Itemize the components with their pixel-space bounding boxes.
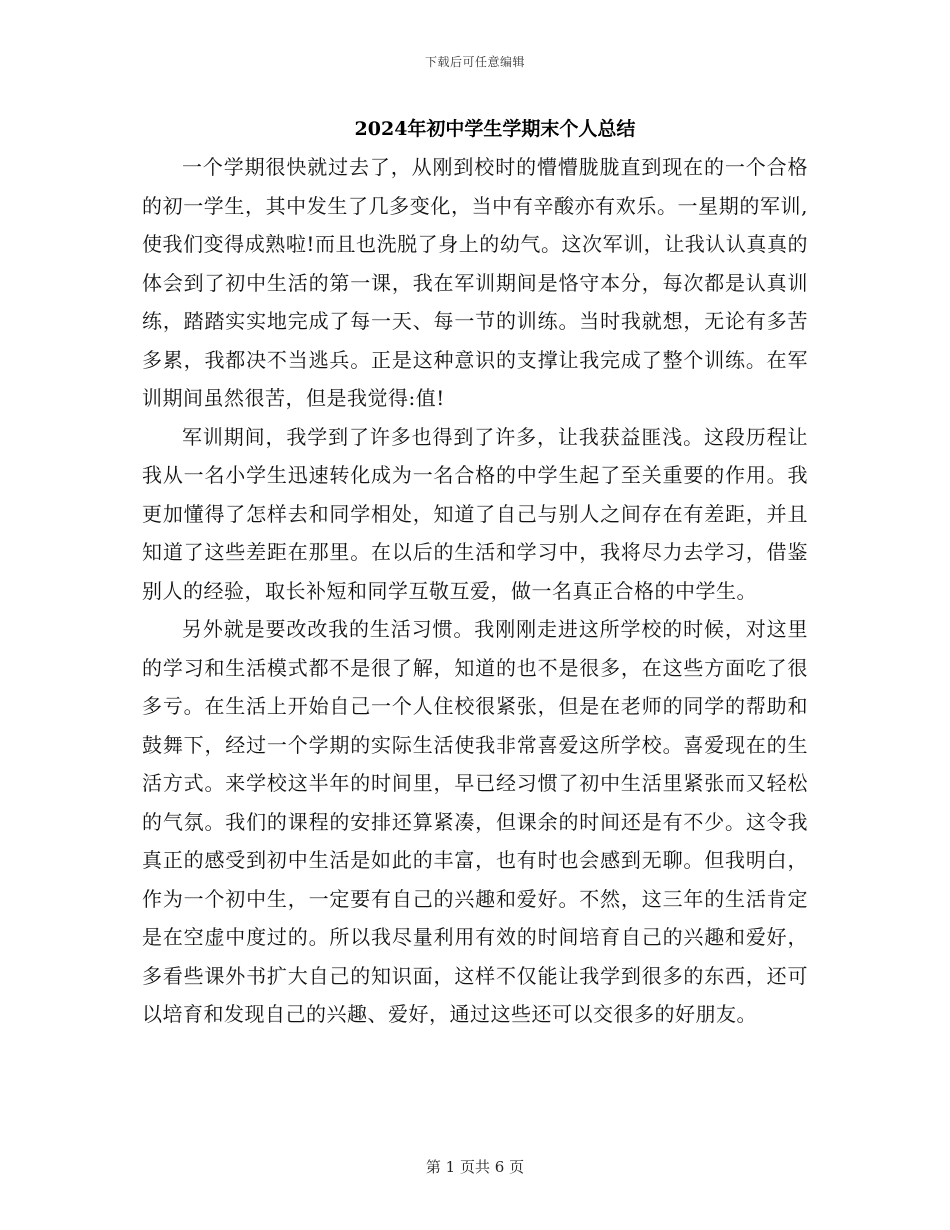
page-number: 第 1 页共 6 页 <box>425 1158 525 1176</box>
paragraph-2: 军训期间，我学到了许多也得到了许多，让我获益匪浅。这段历程让我从一名小学生迅速转化成为一名合格的中学生起了至关重要的作用。我更加懂得了怎样去和同学相处，知道了自己与别人之间存在有差距，并且知道了这些差距在那里。在以后的生活和学习中，我将尽力去学习，借鉴别人的经验，取长补短和同学互敬互爱，做一名真正合格的中学生。 <box>142 424 808 603</box>
header-note: 下载后可任意编辑 <box>424 55 525 69</box>
paragraph-3: 另外就是要改改我的生活习惯。我刚刚走进这所学校的时候，对这里的学习和生活模式都不是很了解，知道的也不是很多，在这些方面吃了很多亏。在生活上开始自己一个人住校很紧张，但是在老师的同学的帮助和鼓舞下，经过一个学期的实际生活使我非常喜爱这所学校。喜爱现在的生活方式。来学校这半年的时间里，早已经习惯了初中生活里紧张而又轻松的气氛。我们的课程的安排还算紧凑，但课余的时间还是有不少。这令我真正的感受到初中生活是如此的丰富，也有时也会感到无聊。但我明白，作为一个初中生，一定要有自己的兴趣和爱好。不然，这三年的生活肯定是在空虚中度过的。所以我尽量利用有效的时间培育自己的兴趣和爱好，多看些课外书扩大自己的知识面，这样不仅能让我学到很多的东西，还可以培育和发现自己的兴趣、爱好，通过这些还可以交很多的好朋友。 <box>142 617 808 1026</box>
paragraph-1: 一个学期很快就过去了，从刚到校时的懵懵胧胧直到现在的一个合格的初一学生，其中发生了几多变化，当中有辛酸亦有欢乐。一星期的军训,使我们变得成熟啦!而且也洗脱了身上的幼气。这次军训，让我认认真真的体会到了初中生活的第一课，我在军训期间是恪守本分，每次都是认真训练，踏踏实实地完成了每一天、每一节的训练。当时我就想，无论有多苦多累，我都决不当逃兵。正是这种意识的支撑让我完成了整个训练。在军训期间虽然很苦，但是我觉得:值! <box>142 155 808 410</box>
document-title: 2024年初中学生学期末个人总结 <box>354 118 636 140</box>
document-body <box>142 148 808 1034</box>
